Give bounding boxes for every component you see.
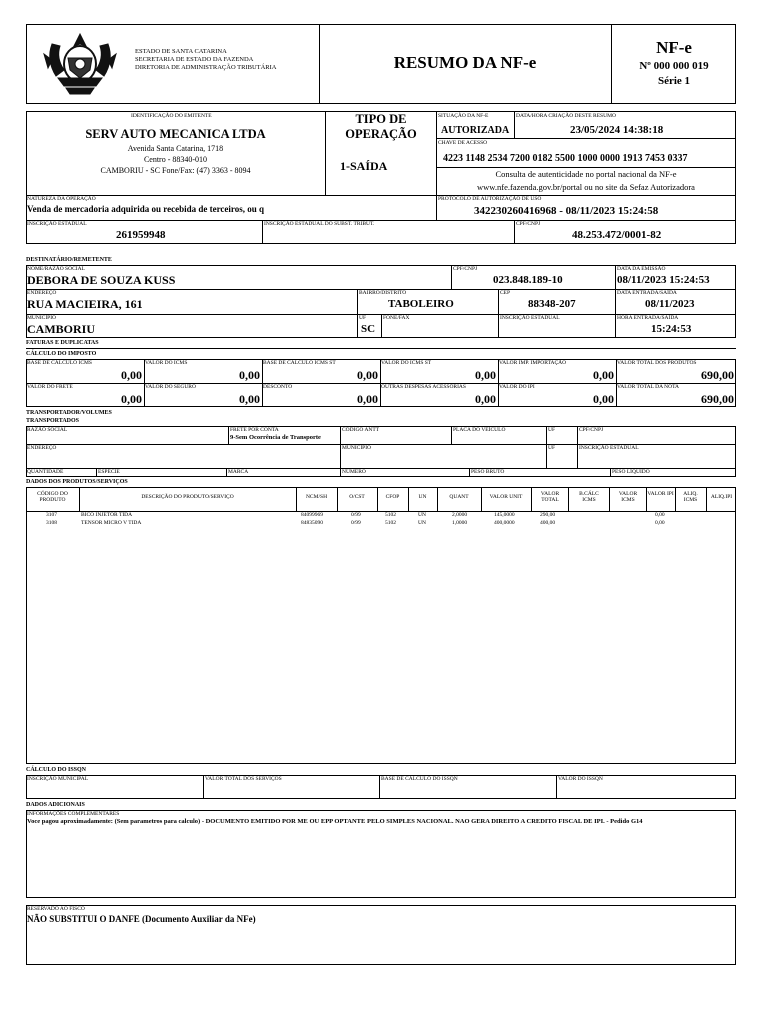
additional-info-text: Voce pagou aproximadamente: (Sem parametros para calculo) - DOCUMENTO EMITIDO POR ME OU EPP OPTANTE PELO SIMPLES NACIONAL. NAO GERA DIREITO A CREDITO FISCAL DE IPI. - Pedido G14 — [27, 818, 643, 825]
row-un: UN — [418, 512, 426, 518]
col-icms-rate: ALIQ. ICMS — [683, 491, 698, 503]
recipient-city: CAMBORIU — [27, 322, 95, 336]
tax-freight-value: 0,00 — [121, 392, 142, 406]
tax-other-label: OUTRAS DESPESAS ACESSÓRIAS — [381, 384, 466, 390]
col-description: DESCRIÇÃO DO PRODUTO/SERVIÇO — [141, 494, 234, 500]
row-cst: 0/99 — [351, 520, 361, 526]
carrier-ie-label: INSCRIÇÃO ESTADUAL — [579, 445, 639, 451]
issue-date: 08/11/2023 15:24:53 — [617, 274, 710, 286]
ie-label: INSCRIÇÃO ESTADUAL — [27, 221, 87, 227]
tax-base-icms-label: BASE DE CÁLCULO ICMS — [27, 360, 92, 366]
issqn-municipal-label: INSCRIÇÃO MUNICIPAL — [27, 776, 89, 782]
row-description: TENSOR MICRO V TIDA — [81, 520, 142, 526]
row-ipi: 0,00 — [655, 512, 665, 518]
emitter-cnpj-value: 48.253.472/0001-82 — [572, 229, 662, 241]
col-cst: O/CST — [349, 494, 365, 500]
consult-line-2: www.nfe.fazenda.gov.br/portal ou no site da Sefaz Autorizadora — [477, 182, 695, 192]
reserved-text: NÃO SUBSTITUI O DANFE (Documento Auxiliar da NFe) — [27, 914, 256, 924]
recipient-district: TABOLEIRO — [388, 298, 454, 310]
transport-section: TRANSPORTADOR/VOLUMES — [26, 410, 112, 416]
situation-label: SITUAÇÃO DA NF-E — [438, 113, 489, 119]
nature-value: Venda de mercadoria adquirida ou recebida de terceiros, ou q — [27, 204, 265, 214]
consult-line-1: Consulta de autenticidade no portal nacional da NF-e — [495, 169, 677, 179]
recipient-cep: 88348-207 — [528, 298, 576, 310]
col-icms-base: B.CÁLC ICMS — [579, 491, 599, 503]
recipient-uf-label: UF — [359, 315, 367, 321]
recipient-district-label: BAIRRO/DISTRITO — [359, 290, 407, 296]
recipient-phone-label: FONE/FAX — [383, 315, 410, 321]
recipient-cep-label: CEP — [500, 290, 511, 296]
row-ncm: 84099969 — [301, 512, 323, 518]
emitter-name: SERV AUTO MECANICA LTDA — [85, 127, 266, 141]
doc-number: Nº 000 000 019 — [639, 60, 709, 72]
header-state: ESTADO DE SANTA CATARINA — [135, 48, 227, 55]
row-qty: 2,0000 — [452, 512, 468, 518]
tax-freight-label: VALOR DO FRETE — [27, 384, 73, 390]
tax-icms-label: VALOR DO ICMS — [145, 360, 188, 366]
col-qty: QUANT — [449, 494, 469, 500]
row-cfop: 5102 — [385, 512, 396, 518]
volume-qty-label: QUANTIDADE — [27, 469, 64, 475]
carrier-cnpj-label: CPF/CNPJ — [579, 427, 604, 433]
col-icms-value: VALOR ICMS — [618, 491, 638, 503]
recipient-section: DESTINATÁRIO/REMETENTE — [26, 257, 112, 263]
tax-icms-value: 0,00 — [239, 368, 260, 382]
tax-base-icms-st-label: BASE DE CÁLCULO ICMS ST — [263, 360, 336, 366]
col-total-value: VALOR TOTAL — [540, 491, 560, 503]
access-key-label: CHAVE DE ACESSO — [438, 140, 488, 146]
emitter-district: Centro - 88340-010 — [143, 155, 208, 164]
recipient-ie-label: INSCRIÇÃO ESTADUAL — [500, 315, 560, 321]
created-value: 23/05/2024 14:38:18 — [570, 124, 664, 136]
recipient-name-label: NOME/RAZÃO SOCIAL — [27, 266, 85, 272]
col-ipi-value: VALOR IPI — [647, 491, 674, 497]
carrier-uf-label: UF — [548, 445, 556, 451]
recipient-cpf-label: CPF/CNPJ — [453, 266, 478, 272]
transported-section: TRANSPORTADOS — [26, 418, 80, 424]
recipient-address-label: ENDEREÇO — [27, 290, 57, 296]
ie-st-label: INSCRIÇÃO ESTADUAL DO SUBST. TRIBUT. — [264, 221, 375, 227]
tax-insurance-value: 0,00 — [239, 392, 260, 406]
tax-import-value: 0,00 — [593, 368, 614, 382]
col-cfop: CFOP — [385, 494, 400, 500]
emitter-label: IDENTIFICAÇÃO DO EMITENTE — [131, 113, 212, 119]
state-coat-of-arms-icon — [38, 30, 122, 100]
tax-base-icms-st-value: 0,00 — [357, 368, 378, 382]
tax-discount-value: 0,00 — [357, 392, 378, 406]
entry-time-label: HORA ENTRADA/SAÍDA — [617, 315, 679, 321]
tax-other-value: 0,00 — [475, 392, 496, 406]
row-qty: 1,0000 — [452, 520, 468, 526]
antt-label: CÓDIGO ANTT — [342, 427, 380, 433]
plate-uf-label: UF — [548, 427, 556, 433]
recipient-name: DEBORA DE SOUZA KUSS — [27, 273, 176, 287]
carrier-address-label: ENDEREÇO — [27, 445, 57, 451]
recipient-city-label: MUNICÍPIO — [27, 315, 57, 321]
entry-date: 08/11/2023 — [645, 298, 695, 310]
created-label: DATA/HORA CRIAÇÃO DESTE RESUMO — [516, 113, 616, 119]
doc-series: Série 1 — [657, 75, 691, 87]
volume-number-label: NÚMERO — [342, 469, 366, 475]
freight-value: 9-Sem Ocorrência de Transporte — [230, 434, 321, 441]
net-weight-label: PESO LÍQUIDO — [612, 469, 650, 475]
freight-label: FRETE POR CONTA — [230, 427, 279, 433]
carrier-name-label: RAZÃO SOCIAL — [27, 427, 68, 433]
gross-weight-label: PESO BRUTO — [471, 469, 505, 475]
issue-date-label: DATA DA EMISSÃO — [617, 266, 666, 272]
recipient-uf: SC — [361, 323, 376, 335]
tax-products-total-label: VALOR TOTAL DOS PRODUTOS — [617, 360, 697, 366]
row-unit-value: 145,0000 — [494, 512, 515, 518]
ie-value: 261959948 — [116, 229, 166, 241]
additional-section: DADOS ADICIONAIS — [26, 802, 85, 808]
header-directorate: DIRETORIA DE ADMINISTRAÇÃO TRIBUTÁRIA — [135, 64, 277, 71]
access-key-value: 4223 1148 2534 7200 0182 5500 1000 0000 1913 7453 0337 — [443, 153, 688, 164]
invoices-section: FATURAS E DUPLICATAS — [26, 340, 99, 346]
page-title: RESUMO DA NF-e — [393, 53, 537, 72]
tax-icms-st-label: VALOR DO ICMS ST — [381, 360, 432, 366]
products-section: DADOS DOS PRODUTOS/SERVIÇOS — [26, 479, 128, 485]
row-total: 290,00 — [540, 512, 556, 518]
operation-label-1: TIPO DE — [355, 112, 407, 126]
tax-note-total-value: 690,00 — [701, 392, 734, 406]
tax-import-label: VALOR IMP. IMPORTAÇÃO — [499, 360, 567, 366]
issqn-value-label: VALOR DO ISSQN — [558, 776, 603, 782]
header-secretariat: SECRETARIA DE ESTADO DA FAZENDA — [135, 56, 254, 63]
row-ipi: 0,00 — [655, 520, 665, 526]
row-cfop: 5102 — [385, 520, 396, 526]
issqn-base-label: BASE DE CÁLCULO DO ISSQN — [381, 776, 458, 782]
additional-info-label: INFORMAÇÕES COMPLEMENTARES — [27, 811, 120, 817]
issqn-section: CÁLCULO DO ISSQN — [26, 767, 87, 773]
row-un: UN — [418, 520, 426, 526]
reserved-label: RESERVADO AO FISCO — [27, 906, 85, 912]
col-code: CÓDIGO DO PRODUTO — [37, 491, 68, 503]
products-table — [26, 487, 736, 764]
plate-label: PLACA DO VEÍCULO — [453, 427, 506, 433]
row-cst: 0/99 — [351, 512, 361, 518]
col-unit-value: VALOR UNIT — [489, 494, 523, 500]
tax-base-icms-value: 0,00 — [121, 368, 142, 382]
protocol-label: PROTOCOLO DE AUTORIZAÇÃO DE USO — [438, 196, 542, 202]
row-code: 3108 — [46, 520, 57, 526]
row-unit-value: 400,0000 — [494, 520, 515, 526]
emitter-address: Avenida Santa Catarina, 1718 — [127, 144, 224, 153]
operation-value: 1-SAÍDA — [340, 159, 388, 173]
tax-ipi-value: 0,00 — [593, 392, 614, 406]
situation-value: AUTORIZADA — [441, 125, 510, 136]
tax-note-total-label: VALOR TOTAL DA NOTA — [617, 384, 680, 390]
row-ncm: 84835090 — [301, 520, 323, 526]
tax-insurance-label: VALOR DO SEGURO — [145, 384, 196, 390]
col-ipi-rate: ALIQ.IPI — [710, 494, 733, 500]
emitter-cnpj-label: CPF/CNPJ — [516, 221, 541, 227]
issqn-services-label: VALOR TOTAL DOS SERVIÇOS — [205, 776, 282, 782]
emitter-city-phone: CAMBORIU - SC Fone/Fax: (47) 3363 - 8094 — [100, 166, 251, 175]
entry-date-label: DATA ENTRADA/SAÍDA — [617, 290, 677, 296]
tax-discount-label: DESCONTO — [263, 384, 293, 390]
nature-label: NATUREZA DA OPERAÇÃO — [27, 196, 96, 202]
col-un: UN — [418, 494, 427, 500]
volume-kind-label: ESPÉCIE — [98, 469, 120, 475]
row-code: 3107 — [46, 512, 57, 518]
operation-label-2: OPERAÇÃO — [345, 127, 417, 141]
tax-section: CÁLCULO DO IMPOSTO — [26, 351, 97, 357]
row-description: BICO INJETOR TIDA — [81, 512, 133, 518]
tax-products-total-value: 690,00 — [701, 368, 734, 382]
recipient-cpf: 023.848.189-10 — [493, 274, 563, 286]
tax-icms-st-value: 0,00 — [475, 368, 496, 382]
doc-type: NF-e — [656, 38, 692, 57]
col-ncm: NCM/SH — [305, 494, 328, 500]
carrier-city-label: MUNICÍPIO — [342, 445, 372, 451]
protocol-value: 342230260416968 - 08/11/2023 15:24:58 — [474, 205, 659, 217]
recipient-address: RUA MACIEIRA, 161 — [27, 297, 143, 311]
row-total: 400,00 — [540, 520, 556, 526]
tax-ipi-label: VALOR DO IPI — [499, 384, 535, 390]
volume-brand-label: MARCA — [228, 469, 249, 475]
entry-time: 15:24:53 — [651, 323, 692, 335]
